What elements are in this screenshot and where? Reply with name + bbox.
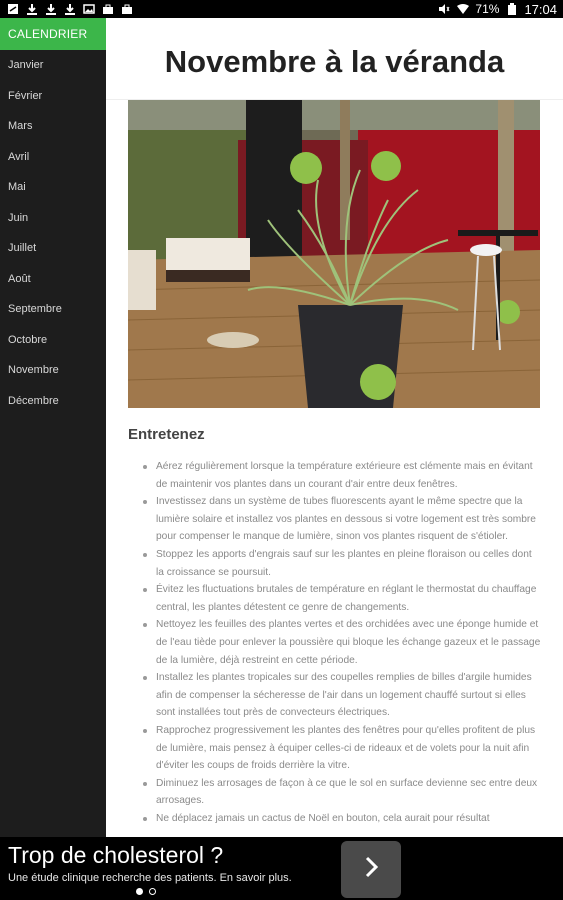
notification-icons [6,3,133,15]
list-item: Évitez les fluctuations brutales de température en réglant le thermostat du chauffage central, les plantes détestent ce genre de changements. [140,581,542,616]
sidebar-item-octobre[interactable]: Octobre [8,333,48,346]
hero-photo [128,100,540,408]
care-tips-list [140,458,542,827]
sidebar-header[interactable]: CALENDRIER [0,18,106,50]
main-content[interactable] [106,18,563,837]
bag-icon [101,3,114,15]
wifi-icon [456,3,469,15]
notification-icon [6,3,19,15]
list-item: Rapprochez progressivement les plantes des fenêtres pour qu'elles profitent de plus de lumière, mais pensez à équiper celles-ci de rideaux et de volets pour la nuit afin d'éviter les coups de froids derrière la vitre. [140,722,542,775]
list-item: Aérez régulièrement lorsque la température extérieure est clémente mais en évitant de maintenir vos plantes dans un courant d'air entre deux fenêtres. [140,458,542,493]
sidebar-item-fevrier[interactable]: Février [8,89,43,102]
pager-dot-active [136,888,143,895]
sidebar-item-juin[interactable]: Juin [8,211,29,224]
status-bar [0,0,563,18]
pager-dot [149,888,156,895]
sidebar-item-septembre[interactable]: Septembre [8,303,62,316]
ad-subtitle[interactable]: Une étude clinique recherche des patients. En savoir plus. [8,872,292,884]
list-item: Investissez dans un système de tubes fluorescents ayant le même spectre que la lumière solaire et installez vos plantes en dessous si votre logement est très sombre pour compenser le manque de lumière, sinon vos plantes risquent de s'étioler. [140,493,542,546]
section-title: Entretenez [128,426,205,443]
sidebar-item-decembre[interactable]: Décembre [8,394,59,407]
list-item: Nettoyez les feuilles des plantes vertes et des orchidées avec une éponge humide et de l'eau tiède pour enlever la poussière qui bloque les échange gazeux et le passage de la lumière, déjà restreint en cette période. [140,616,542,669]
sidebar-item-juillet[interactable]: Juillet [8,242,37,255]
list-item: Stoppez les apports d'engrais sauf sur les plantes en pleine floraison ou celles dont la croissance se poursuit. [140,546,542,581]
ad-banner[interactable] [0,837,563,900]
image-icon [82,3,95,15]
ad-title[interactable]: Trop de cholesterol ? [8,842,224,868]
list-item: Installez les plantes tropicales sur des coupelles remplies de billes d'argile humides afin de compenser la sécheresse de l'air dans un logement chauffé surtout si elles sont installées tout près de convecteurs électriques. [140,669,542,722]
bag-icon [120,3,133,15]
sidebar-item-aout[interactable]: Août [8,272,31,285]
download-icon [63,3,76,15]
sidebar-item-avril[interactable]: Avril [8,150,30,163]
battery-level: 71% [475,2,500,16]
ad-next-button[interactable] [341,841,401,898]
sidebar-item-mars[interactable]: Mars [8,120,33,133]
ad-pager [136,888,156,895]
list-item: Diminuez les arrosages de façon à ce que le sol en surface devienne sec entre deux arrosages. [140,775,542,810]
sidebar-item-novembre[interactable]: Novembre [8,364,59,377]
calendar-sidebar [0,18,106,837]
chevron-right-icon [361,855,381,884]
sidebar-item-janvier[interactable]: Janvier [8,59,44,72]
battery-icon [505,3,518,15]
download-icon [25,3,38,15]
download-icon [44,3,57,15]
clock: 17:04 [524,1,557,17]
page-title: Novembre à la véranda [106,18,563,100]
mute-icon [437,3,450,15]
list-item: Ne déplacez jamais un cactus de Noël en bouton, cela aurait pour résultat [140,810,542,828]
sidebar-item-mai[interactable]: Mai [8,181,26,194]
